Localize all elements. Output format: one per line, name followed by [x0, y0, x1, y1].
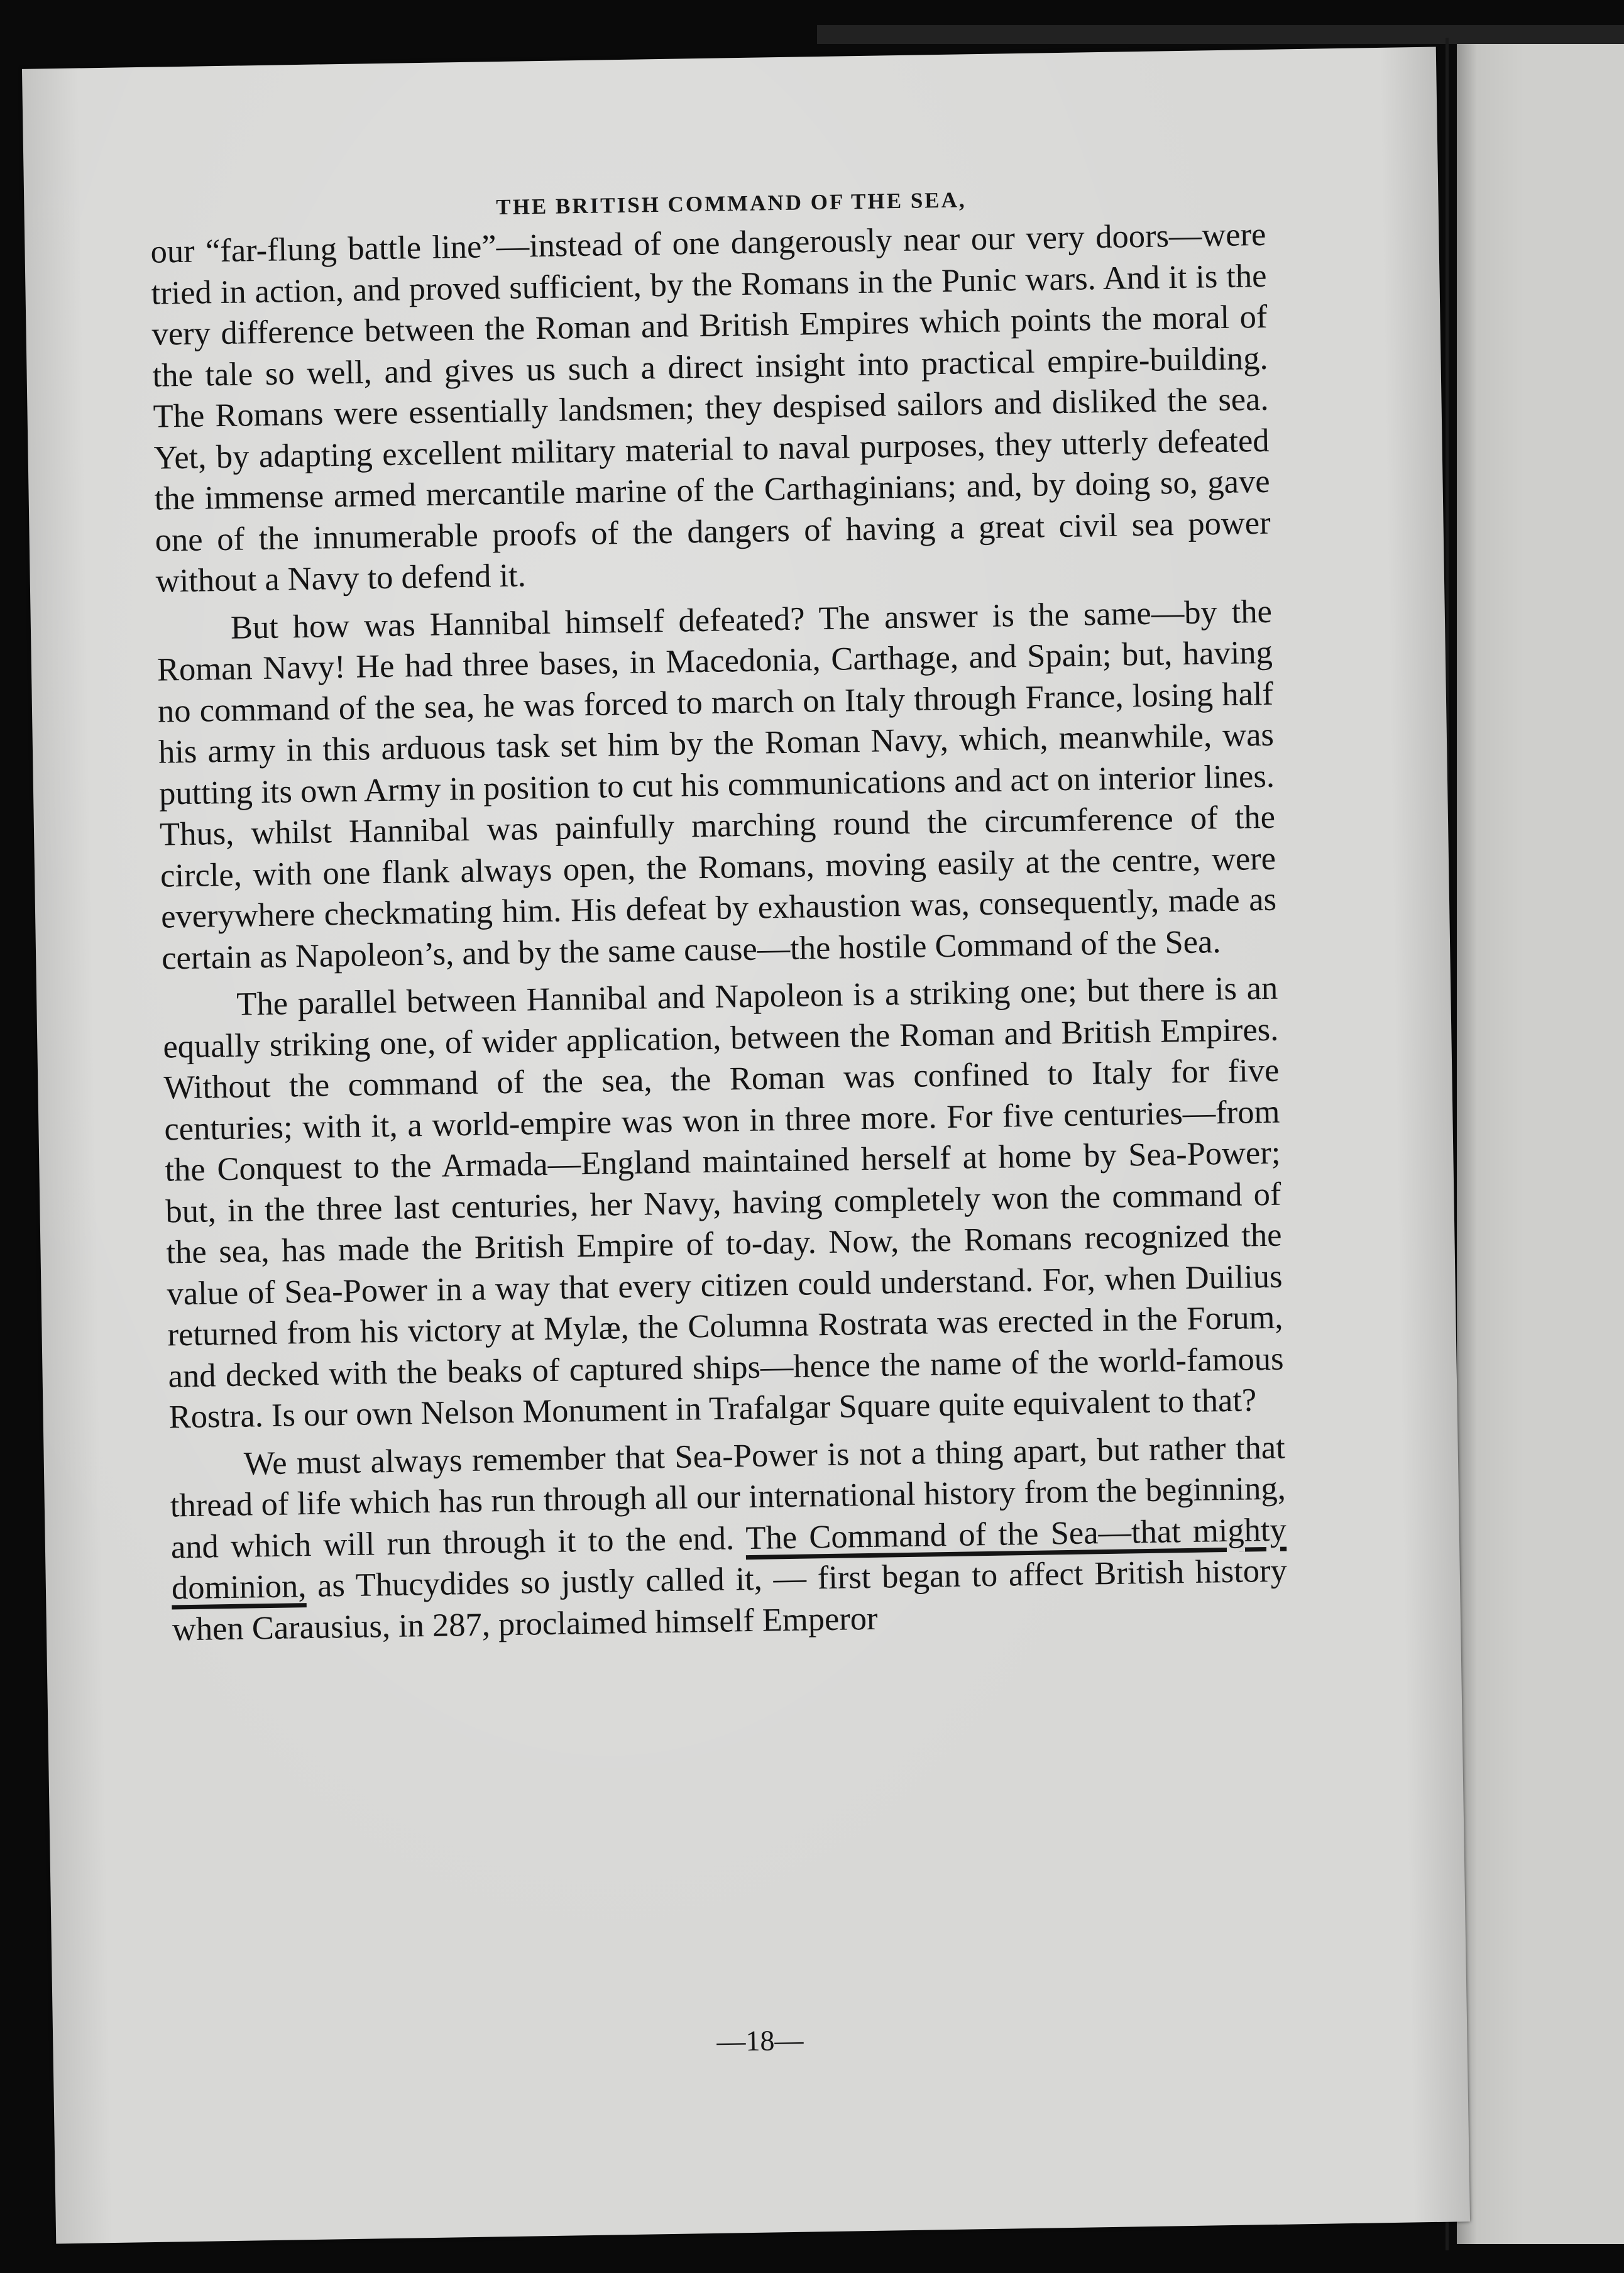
paragraph-4: [169, 1427, 1288, 1650]
paragraph-2-text: But how was Hannibal himself defeated? The answer is the same—by the Roman Navy! He had three bases, in Macedonia, Carthage, and Spain; but, having no command of the sea, he was forced to march on Italy through France, losing half his army in this arduous task set him by the Roman Navy, which, meanwhile, was putting its own Army in position to cut his communications and act on interior lines. Thus, whilst Hannibal was painfully marching round the circumference of the circle, with one flank always open, the Romans, moving easily at the centre, were everywhere checkmating him. His defeat by exhaustion was, consequently, made as certain as Napoleon’s, and by the same cause—the hostile Command of the Sea.: [156, 593, 1277, 977]
paragraph-2: [156, 591, 1277, 979]
facing-page-edge: [1457, 44, 1624, 2244]
scanner-edge: [817, 25, 1624, 44]
paragraph-1: [150, 214, 1271, 602]
running-head: THE BRITISH COMMAND OF THE SEA,: [495, 187, 967, 220]
underlined-phrase: The Command of the Sea—that mighty dominion,: [171, 1511, 1287, 1607]
body-text: [150, 214, 1288, 1657]
paragraph-1-text: our “far-flung battle line”—instead of one dangerously near our very doors—were tried in action, and proved sufficient, by the Romans in the Punic wars. And it is the very difference between the Roman and British Empires which points the moral of the tale so well, and gives us such a direct insight into practical empire-building. The Romans were essentially landsmen; they despised sailors and disliked the sea. Yet, by adapting excellent military material to naval purposes, they utterly defeated the immense armed mercantile marine of the Carthaginians; and, by doing so, gave one of the innumerable proofs of the dangers of having a great civil sea power without a Navy to defend it.: [150, 216, 1271, 600]
paragraph-3: [162, 968, 1285, 1438]
book-page: [22, 47, 1470, 2244]
paragraph-4-text-end: as Thucydides so justly called it, — first began to affect British history when Carausius, in 287, proclaimed himself Emperor: [172, 1552, 1288, 1648]
paragraph-3-text: The parallel between Hannibal and Napoleon is a striking one; but there is an equally striking one, of wider application, between the Roman and British Empires. Without the command of the sea, the Roman was confined to Italy for five centuries; with it, a world-empire was won in three more. For five centuries—from the Conquest to the Armada—England maintained herself at home by Sea-Power; but, in the three last centuries, her Navy, having completely won the command of the sea, has made the British Empire of to-day. Now, the Romans recognized the value of Sea-Power in a way that every citizen could understand. For, when Duilius returned from his victory at Mylæ, the Columna Rostrata was erected in the Forum, and decked with the beaks of captured ships—hence the name of the world-famous Rostra. Is our own Nelson Monument in Trafalgar Square quite equivalent to that?: [162, 969, 1284, 1436]
page-number: —18—: [716, 2023, 804, 2057]
paragraph-4-text-start: We must always remember that Sea-Power is not a thing apart, but rather that thread of life which has run through all our international history from the beginning, and which will run through it to the end.: [170, 1429, 1287, 1565]
